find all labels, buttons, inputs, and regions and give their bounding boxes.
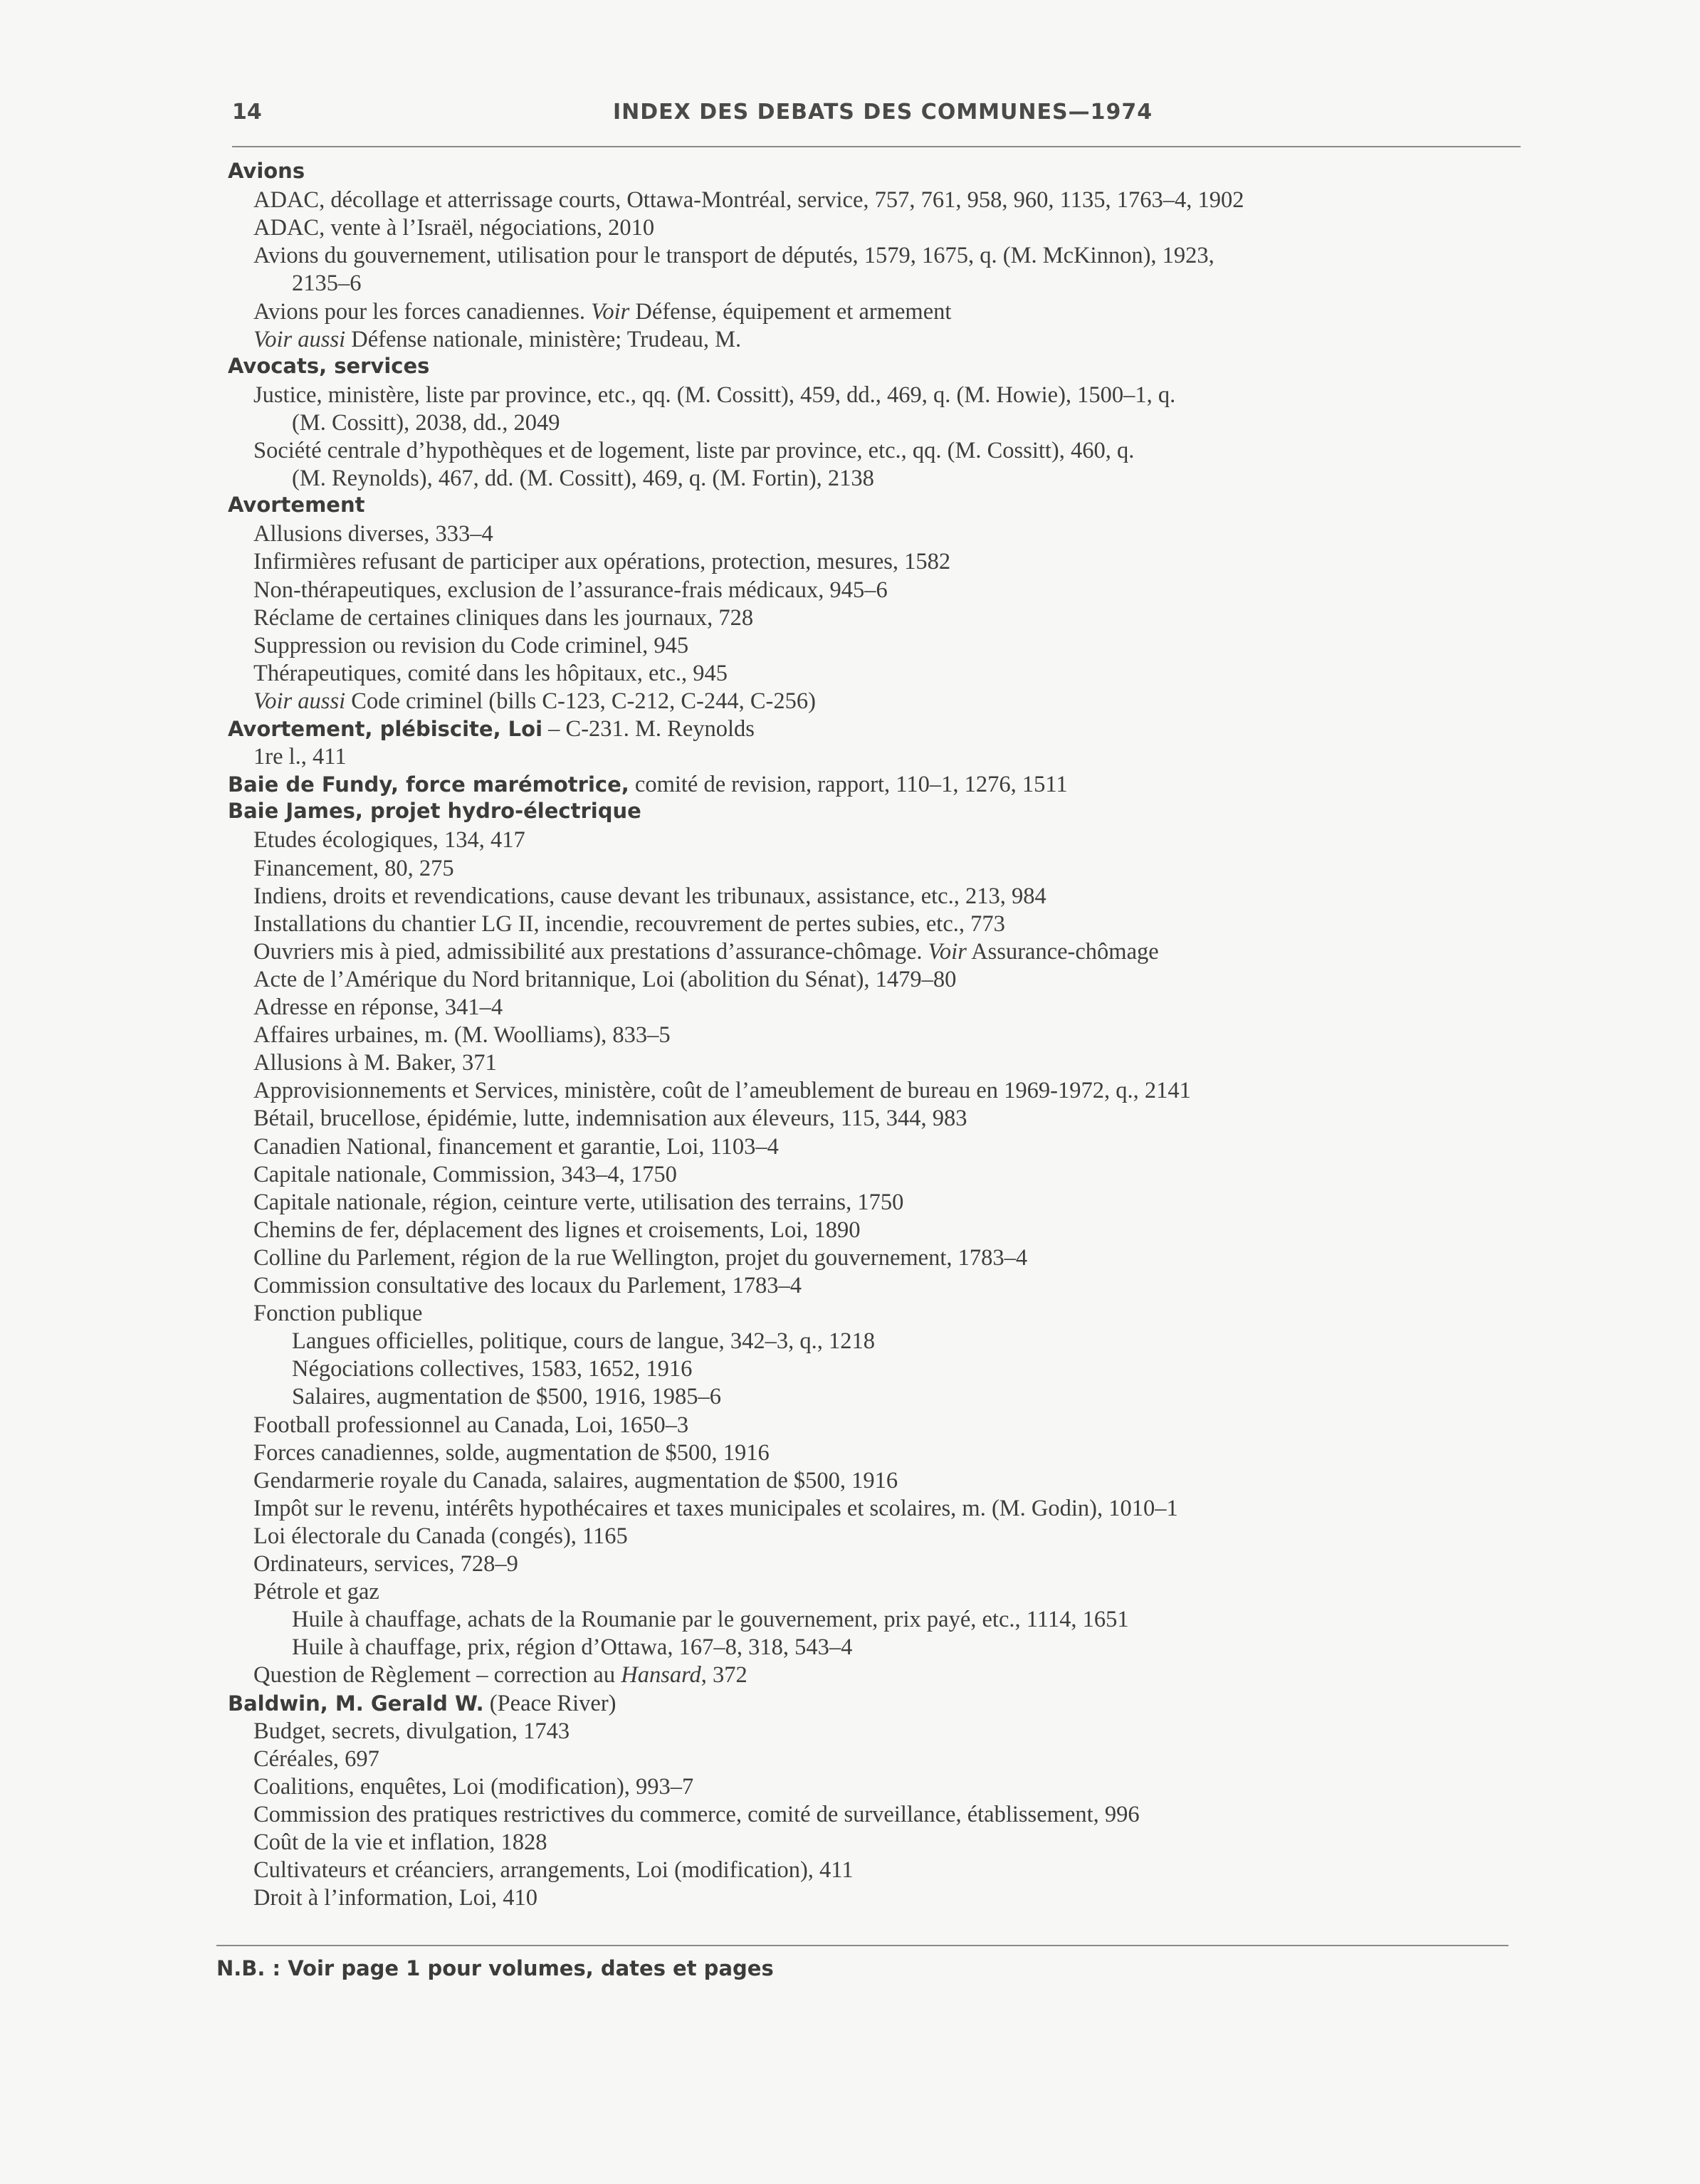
- entry-text: Thérapeutiques, comité dans les hôpitaux, etc., 945: [253, 660, 728, 686]
- index-entry: [253, 244, 1214, 268]
- entry-text: Commission des pratiques restrictives du commerce, comité de surveillance, établissement, 996: [253, 1801, 1140, 1827]
- entry-text: Chemins de fer, déplacement des lignes et croisements, Loi, 1890: [253, 1217, 861, 1243]
- index-heading: [228, 353, 430, 378]
- entry-text: Adresse en réponse, 341–4: [253, 994, 503, 1020]
- entry-text: Avions: [228, 159, 305, 183]
- running-title: INDEX DES DEBATS DES COMMUNES—1974: [613, 100, 1153, 125]
- index-entry: [253, 910, 1005, 937]
- entry-text: ADAC, vente à l’Israël, négociations, 2010: [253, 215, 655, 241]
- index-entry: [253, 579, 888, 602]
- entry-text: Infirmières refusant de participer aux opérations, protection, mesures, 1582: [253, 549, 951, 575]
- entry-text: ADAC, décollage et atterrissage courts, Ottawa-Montréal, service, 757, 761, 958, 960, 1135, 1763–4, 1902: [253, 187, 1244, 214]
- index-entry: [253, 634, 688, 658]
- entry-text: Canadien National, financement et garantie, Loi, 1103–4: [253, 1133, 779, 1160]
- entry-text: 1re l., 411: [253, 744, 347, 770]
- index-heading: [228, 1692, 616, 1716]
- entry-rest-text: – C-231. M. Reynolds: [542, 716, 755, 742]
- entry-text-after: Assurance-chômage: [966, 938, 1159, 965]
- entry-text-after: Défense, équipement et armement: [629, 298, 952, 325]
- index-entry: [253, 968, 956, 992]
- entry-italic-text: Voir aussi: [253, 688, 346, 714]
- entry-text: Capitale nationale, Commission, 343–4, 1750: [253, 1161, 677, 1187]
- entry-text: Justice, ministère, liste par province, etc., qq. (M. Cossitt), 459, dd., 469, q. (M. Howie), 1500–1, q.: [253, 382, 1176, 408]
- index-entry: [253, 1775, 693, 1799]
- entry-text: Avortement: [228, 493, 365, 518]
- entry-text: Financement, 80, 275: [253, 855, 454, 881]
- entry-text: Avions du gouvernement, utilisation pour le transport de députés, 1579, 1675, q. (M. McKinnon), 1923,: [253, 243, 1214, 269]
- index-entry: [253, 1580, 379, 1604]
- index-entry: [253, 1302, 422, 1325]
- entry-text: Etudes écologiques, 134, 417: [253, 827, 525, 854]
- entry-text-after: , 372: [701, 1662, 747, 1689]
- entry-text: Cultivateurs et créanciers, arrangements, Loi (modification), 411: [253, 1857, 854, 1884]
- entry-text: Installations du chantier LG II, incendie, recouvrement de pertes subies, etc., 773: [253, 910, 1005, 937]
- entry-text: Langues officielles, politique, cours de langue, 342–3, q., 1218: [292, 1328, 875, 1355]
- page-number: 14: [232, 100, 262, 125]
- entry-text: Commission consultative des locaux du Parlement, 1783–4: [253, 1273, 802, 1298]
- index-entry: [253, 662, 728, 686]
- index-entry: [253, 1414, 688, 1437]
- index-heading: [228, 161, 305, 182]
- footer-rule: [216, 1945, 1509, 1946]
- index-entry: [253, 1745, 379, 1772]
- entry-text: Négociations collectives, 1583, 1652, 1916: [292, 1356, 693, 1382]
- entry-italic-text: Voir: [591, 298, 630, 325]
- entry-text: Indiens, droits et revendications, cause devant les tribunaux, assistance, etc., 213, 984: [253, 883, 1046, 909]
- index-entry: [292, 272, 362, 295]
- entry-italic-text: Voir: [928, 938, 967, 965]
- index-entry: [292, 1608, 1129, 1632]
- index-entry: [292, 411, 560, 435]
- entry-text: Coût de la vie et inflation, 1828: [253, 1829, 547, 1855]
- entry-text: (M. Reynolds), 467, dd. (M. Cossitt), 469, q. (M. Fortin), 2138: [292, 466, 874, 492]
- index-entry: [253, 1497, 1178, 1521]
- index-entry: [253, 1274, 802, 1298]
- entry-text: Football professionnel au Canada, Loi, 1650–3: [253, 1412, 689, 1438]
- entry-text: Allusions diverses, 333–4: [253, 521, 493, 547]
- entry-text: Avions pour les forces canadiennes.: [253, 298, 592, 325]
- entry-text-after: Code criminel (bills C-123, C-212, C-244, C-256): [345, 688, 816, 714]
- index-entry: [253, 1107, 967, 1130]
- entry-text: Baie James, projet hydro-électrique: [228, 799, 641, 824]
- index-entry: [292, 1385, 721, 1409]
- index-entry: [253, 1439, 770, 1466]
- index-entry: [292, 1330, 875, 1353]
- index-entry: [253, 550, 950, 574]
- entry-text: Fonction publique: [253, 1301, 423, 1327]
- index-entry: [292, 1358, 692, 1381]
- index-heading: [228, 799, 641, 824]
- entry-italic-text: Hansard: [621, 1662, 701, 1689]
- entry-text: Coalitions, enquêtes, Loi (modification), 993–7: [253, 1773, 694, 1800]
- entry-text: Réclame de certaines cliniques dans les journaux, 728: [253, 604, 754, 631]
- index-entry: [253, 216, 654, 240]
- entry-text: Huile à chauffage, prix, région d’Ottawa, 167–8, 318, 543–4: [292, 1634, 853, 1661]
- entry-text: Affaires urbaines, m. (M. Woolliams), 833–5: [253, 1022, 671, 1049]
- entry-text: Ouvriers mis à pied, admissibilité aux prestations d’assurance-chômage.: [253, 938, 928, 965]
- index-entry: [253, 1720, 570, 1743]
- entry-text: Baldwin, M. Gerald W.: [228, 1691, 484, 1716]
- entry-text: Avortement, plébiscite, Loi: [228, 717, 543, 741]
- index-entry: [253, 439, 1134, 463]
- index-entry: [253, 1859, 854, 1882]
- entry-text: Avocats, services: [228, 353, 430, 378]
- entry-rest-text: comité de revision, rapport, 110–1, 1276, 1511: [629, 772, 1068, 798]
- index-entry: [253, 1246, 1027, 1270]
- index-heading: [228, 773, 1068, 797]
- entry-text: Question de Règlement – correction au: [253, 1662, 621, 1689]
- index-entry: [253, 1191, 903, 1214]
- entry-text: Société centrale d’hypothèques et de logement, liste par province, etc., qq. (M. Cossitt), 460, q.: [253, 438, 1135, 463]
- entry-text: Allusions à M. Baker, 371: [253, 1050, 497, 1076]
- entry-text: 2135–6: [292, 271, 362, 297]
- index-entry: [253, 604, 754, 631]
- entry-text: Approvisionnements et Services, ministère, coût de l’ameublement de bureau en 1969-1972, q., 2141: [253, 1078, 1191, 1104]
- index-entry: [253, 1051, 497, 1075]
- entry-text: Non-thérapeutiques, exclusion de l’assurance-frais médicaux, 945–6: [253, 577, 888, 603]
- index-entry: [253, 1135, 779, 1159]
- index-entry: [253, 328, 741, 352]
- index-entry: [253, 857, 454, 881]
- entry-text: Suppression ou revision du Code criminel, 945: [253, 632, 689, 658]
- entry-text: Impôt sur le revenu, intérêts hypothécaires et taxes municipales et scolaires, m. (M. Godin), 1010–1: [253, 1495, 1178, 1521]
- entry-rest-text: (Peace River): [483, 1690, 616, 1716]
- index-entry: [253, 1163, 677, 1187]
- index-entry: [253, 940, 1159, 964]
- index-entry: [253, 829, 525, 852]
- entry-italic-text: Voir aussi: [253, 326, 346, 352]
- entry-text: Ordinateurs, services, 728–9: [253, 1551, 518, 1577]
- entry-text: Budget, secrets, divulgation, 1743: [253, 1718, 570, 1744]
- index-entry: [253, 1886, 537, 1910]
- index-entry: [253, 189, 1244, 212]
- entry-text: Forces canadiennes, solde, augmentation de $500, 1916: [253, 1439, 770, 1466]
- index-entry: [253, 1525, 628, 1548]
- index-heading: [228, 493, 365, 518]
- index-entry: [253, 523, 493, 546]
- index-entry: [292, 467, 874, 490]
- index-entry: [253, 300, 951, 324]
- index-entry: [253, 1024, 671, 1047]
- entry-text: Loi électorale du Canada (congés), 1165: [253, 1523, 628, 1549]
- entry-text: (M. Cossitt), 2038, dd., 2049: [292, 409, 560, 436]
- index-entry: [253, 1079, 1191, 1103]
- entry-text: Céréales, 697: [253, 1745, 379, 1772]
- entry-text: Bétail, brucellose, épidémie, lutte, indemnisation aux éleveurs, 115, 344, 983: [253, 1106, 967, 1132]
- entry-text: Capitale nationale, région, ceinture verte, utilisation des terrains, 1750: [253, 1189, 904, 1215]
- index-entry: [253, 1553, 518, 1576]
- index-entry: [253, 690, 816, 713]
- footer-note: N.B. : Voir page 1 pour volumes, dates et pages: [216, 1956, 774, 1980]
- page-header: [232, 100, 1521, 140]
- entry-text: Droit à l’information, Loi, 410: [253, 1885, 537, 1911]
- entry-text-after: Défense nationale, ministère; Trudeau, M.: [345, 326, 742, 352]
- index-entry: [253, 1831, 547, 1854]
- index-entry: [253, 745, 347, 769]
- entry-text: Pétrole et gaz: [253, 1579, 379, 1605]
- entry-text: Acte de l’Amérique du Nord britannique, Loi (abolition du Sénat), 1479–80: [253, 966, 957, 992]
- index-entry: [253, 996, 503, 1019]
- index-entry: [292, 1636, 852, 1659]
- entry-text: Colline du Parlement, région de la rue Wellington, projet du gouvernement, 1783–4: [253, 1244, 1028, 1271]
- entry-text: Baie de Fundy, force marémotrice,: [228, 772, 629, 797]
- index-entry: [253, 1219, 861, 1242]
- index-entry: [253, 1803, 1140, 1827]
- index-entry: [253, 1664, 747, 1687]
- entry-text: Salaires, augmentation de $500, 1916, 1985–6: [292, 1384, 721, 1410]
- entry-text: Gendarmerie royale du Canada, salaires, augmentation de $500, 1916: [253, 1467, 898, 1493]
- entry-text: Huile à chauffage, achats de la Roumanie par le gouvernement, prix payé, etc., 1114, 1651: [292, 1607, 1129, 1633]
- header-rule: [232, 146, 1521, 147]
- index-entry: [253, 885, 1046, 908]
- index-entry: [253, 1469, 898, 1493]
- index-entry: [253, 384, 1175, 407]
- index-heading: [228, 718, 755, 741]
